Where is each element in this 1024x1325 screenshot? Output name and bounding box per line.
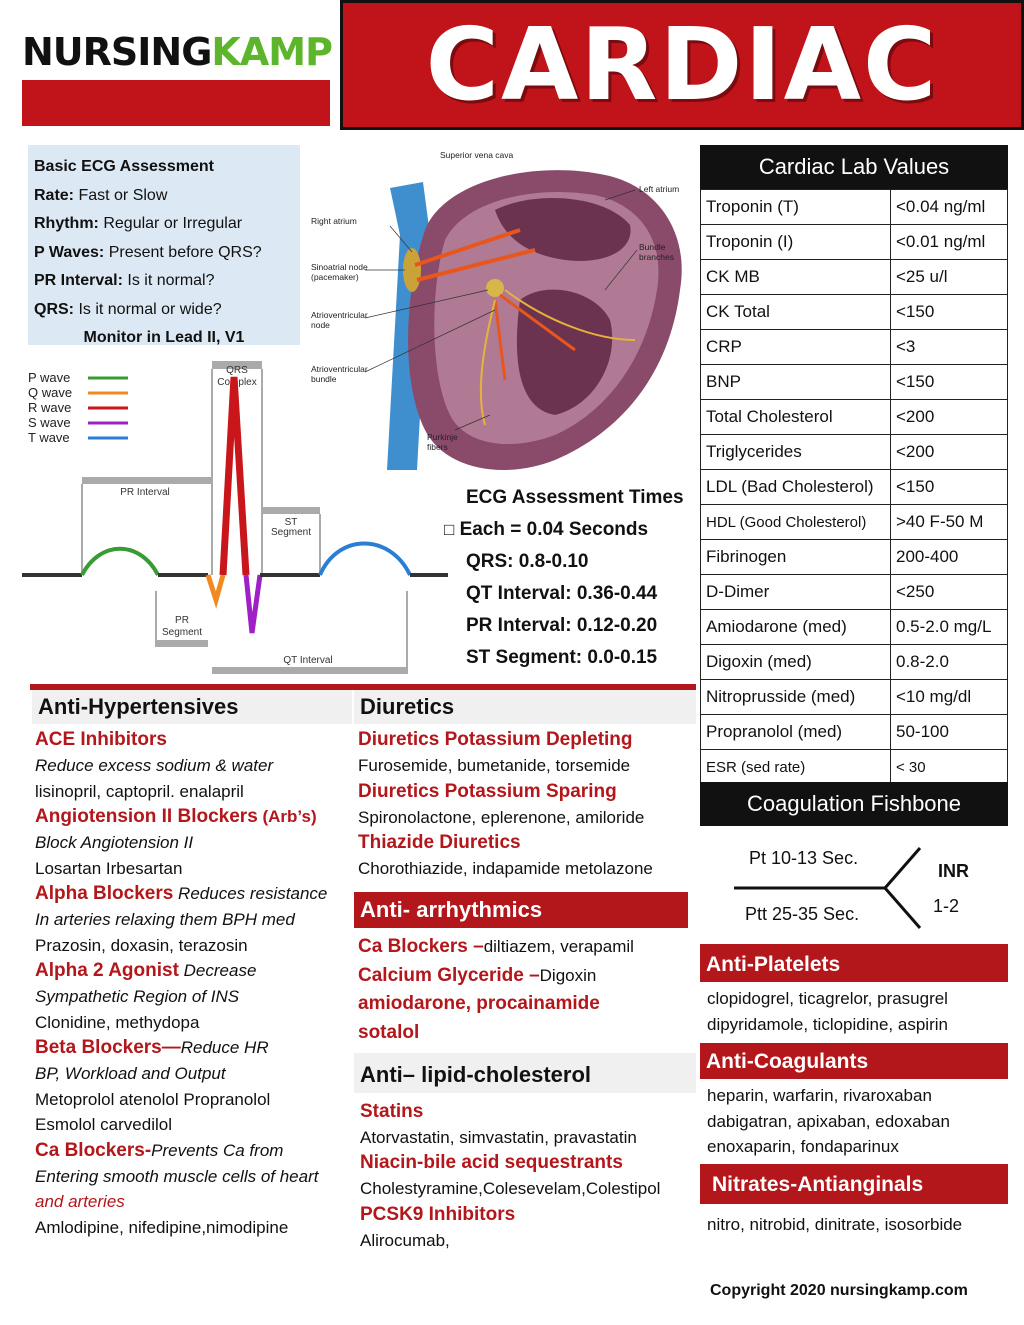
anti-lipid-heading: Anti– lipid-cholesterol xyxy=(354,1053,696,1093)
alpha2-agonist-desc1: Decrease xyxy=(178,961,257,980)
ecg-assessment-times xyxy=(444,482,684,674)
thiazide-drugs: Chorothiazide, indapamide metolazone xyxy=(358,859,653,878)
statins-drugs: Atorvastatin, simvastatin, pravastatin xyxy=(360,1127,637,1147)
lab-row xyxy=(701,750,1008,785)
lab-test-value: <200 xyxy=(891,400,1008,435)
lab-row xyxy=(701,260,1008,295)
aa-other-drugs-1: amiodarone, procainamide xyxy=(358,992,600,1014)
lab-row xyxy=(701,610,1008,645)
lab-row xyxy=(701,435,1008,470)
basic-ecg-assessment-box xyxy=(28,145,300,345)
aa-calcium-glyceride-line xyxy=(358,963,696,989)
lab-test-value: 0.8-2.0 xyxy=(891,645,1008,680)
brand-logo xyxy=(22,30,332,74)
lab-test-name: Nitroprusside (med) xyxy=(701,680,891,715)
lab-test-name: Fibrinogen xyxy=(701,540,891,575)
anti-platelets-line2: dipyridamole, ticlopidine, aspirin xyxy=(707,1014,948,1034)
nitrates-heading: Nitrates-Antianginals xyxy=(700,1164,1008,1204)
lab-test-value: <150 xyxy=(891,295,1008,330)
lab-test-name: Total Cholesterol xyxy=(701,400,891,435)
aa-ca-blockers-line xyxy=(358,934,696,960)
label-sa-node-1: Sinoatrial node xyxy=(311,262,368,272)
ecg-item-label: P Waves: xyxy=(34,243,105,261)
label-pr-interval: PR Interval xyxy=(120,487,170,498)
anti-platelets-heading: Anti-Platelets xyxy=(700,944,1008,982)
monitor-lead-note: Monitor in Lead II, V1 xyxy=(83,329,245,346)
ecg-time-st: ST Segment: 0.0-0.15 xyxy=(466,647,658,668)
logo-text-kamp: KAMP xyxy=(211,30,332,74)
ecg-item-rhythm xyxy=(34,210,294,239)
coagulation-title: Coagulation Fishbone xyxy=(700,782,1008,826)
right-column-drugs xyxy=(700,944,1008,1237)
logo-text-nursing: NURSING xyxy=(22,30,212,74)
ecg-time-qt: QT Interval: 0.36-0.44 xyxy=(466,583,658,604)
legend-q-wave-label: Q wave xyxy=(28,385,73,400)
ca-blockers-line xyxy=(35,1138,352,1164)
ecg-time-each xyxy=(444,514,684,546)
lab-test-value: <0.04 ng/ml xyxy=(891,190,1008,225)
lab-values-title: Cardiac Lab Values xyxy=(700,145,1008,189)
st-segment-bar xyxy=(262,507,320,514)
beta-blockers-desc2: BP, Workload and Output xyxy=(35,1064,226,1083)
ca-blockers-desc3: and arteries xyxy=(35,1192,125,1211)
qt-interval-bar xyxy=(212,667,407,674)
coagulation-fishbone-diagram xyxy=(720,840,1000,940)
diuretics-heading: Diuretics xyxy=(354,690,696,724)
cardiac-lab-values xyxy=(700,145,1008,785)
label-bundle-branches-2: branches xyxy=(639,252,674,262)
lab-test-value: <3 xyxy=(891,330,1008,365)
beta-blockers-line xyxy=(35,1035,352,1061)
anti-coagulants-line3: enoxaparin, fondaparinux xyxy=(707,1137,899,1156)
lab-row xyxy=(701,295,1008,330)
ecg-item-value: Fast or Slow xyxy=(74,186,168,204)
k-sparing-title: Diuretics Potassium Sparing xyxy=(358,780,617,802)
pcsk9-title: PCSK9 Inhibitors xyxy=(360,1203,516,1225)
q-wave-line xyxy=(208,575,223,600)
ptt-value: Ptt 25-35 Sec. xyxy=(745,904,860,924)
anti-coagulants-line1: heparin, warfarin, rivaroxaban xyxy=(707,1086,932,1105)
ecg-item-value: Is it normal or wide? xyxy=(74,300,222,318)
label-st-1: ST xyxy=(284,517,298,528)
lab-test-value: 200-400 xyxy=(891,540,1008,575)
label-purkinje-1: Purkinje xyxy=(427,432,458,442)
k-depleting-title: Diuretics Potassium Depleting xyxy=(358,729,633,750)
aa-calcium-glyceride-drugs: Digoxin xyxy=(539,965,597,985)
ecg-item-p-waves xyxy=(34,239,294,268)
pt-value: Pt 10-13 Sec. xyxy=(749,848,859,868)
label-qrs-2: Complex xyxy=(217,377,257,388)
statins-title: Statins xyxy=(360,1100,424,1122)
ace-inhibitors-title: ACE Inhibitors xyxy=(35,729,167,750)
lab-test-value: <10 mg/dl xyxy=(891,680,1008,715)
ca-blockers-drugs: Amlodipine, nifedipine,nimodipine xyxy=(35,1217,289,1237)
alpha2-agonist-desc2: Sympathetic Region of INS xyxy=(35,987,240,1006)
lab-test-name: BNP xyxy=(701,365,891,400)
ecg-item-label: PR Interval: xyxy=(34,272,123,289)
ca-blockers-desc1: Prevents Ca from xyxy=(151,1140,284,1160)
p-wave-line xyxy=(82,549,158,575)
alpha-blockers-title: Alpha Blockers xyxy=(35,883,174,904)
middle-column xyxy=(354,690,696,1253)
ecg-time-qrs: QRS: 0.8-0.10 xyxy=(466,551,589,572)
lab-test-value: <150 xyxy=(891,470,1008,505)
lab-row xyxy=(701,680,1008,715)
arb-drugs: Losartan Irbesartan xyxy=(35,858,183,878)
alpha-blockers-desc2: In arteries relaxing them BPH med xyxy=(35,910,295,929)
pcsk9-drugs: Alirocumab, xyxy=(360,1230,450,1250)
lab-test-name: D-Dimer xyxy=(701,575,891,610)
fishbone-lower-line xyxy=(885,888,920,928)
nitrates-line1: nitro, nitrobid, dinitrate, isosorbide xyxy=(707,1214,963,1234)
lab-row xyxy=(701,400,1008,435)
ecg-assessment-heading: Basic ECG Assessment xyxy=(34,158,214,175)
sa-node-shape xyxy=(403,248,421,292)
anti-platelets-line1: clopidogrel, ticagrelor, prasugrel xyxy=(707,989,948,1008)
lab-test-value: <150 xyxy=(891,365,1008,400)
lab-test-name: CRP xyxy=(701,330,891,365)
arb-title-line xyxy=(35,804,352,830)
anti-coagulants-line2: dabigatran, apixaban, edoxaban xyxy=(707,1111,950,1131)
ecg-item-label: Rate: xyxy=(34,186,75,204)
ecg-time-pr: PR Interval: 0.12-0.20 xyxy=(466,615,658,636)
t-wave-line xyxy=(320,544,410,576)
lab-test-name: CK Total xyxy=(701,295,891,330)
ecg-time-each-text: Each = 0.04 Seconds xyxy=(459,519,649,540)
lab-test-name: HDL (Good Cholesterol) xyxy=(701,505,891,540)
arb-desc: Block Angiotension II xyxy=(35,833,194,852)
anti-hypertensives-heading: Anti-Hypertensives xyxy=(32,690,352,724)
alpha-blockers-line xyxy=(35,881,352,907)
lab-test-name: LDL (Bad Cholesterol) xyxy=(701,470,891,505)
beta-blockers-title: Beta Blockers— xyxy=(35,1037,181,1058)
legend-r-wave-label: R wave xyxy=(28,400,72,415)
ecg-item-value: Is it normal? xyxy=(122,272,215,289)
arb-suffix: (Arb’s) xyxy=(257,807,317,826)
lab-row xyxy=(701,645,1008,680)
lab-test-name: Amiodarone (med) xyxy=(701,610,891,645)
lab-values-table xyxy=(700,189,1008,785)
pr-segment-bar xyxy=(156,640,208,647)
copyright-footer: Copyright 2020 nursingkamp.com xyxy=(710,1282,968,1299)
lab-row xyxy=(701,505,1008,540)
r-wave-line xyxy=(223,377,246,575)
label-av-bundle-2: bundle xyxy=(311,374,337,384)
lab-test-value: < 30 xyxy=(891,750,1008,785)
aa-calcium-glyceride-title: Calcium Glyceride – xyxy=(358,964,540,986)
lab-row xyxy=(701,225,1008,260)
lab-test-value: 50-100 xyxy=(891,715,1008,750)
pr-interval-bar xyxy=(82,477,212,484)
beta-blockers-drugs1: Metoprolol atenolol Propranolol xyxy=(35,1089,271,1109)
s-wave-line xyxy=(246,575,260,633)
ca-blockers-desc2: Entering smooth muscle cells of heart xyxy=(35,1166,319,1186)
k-sparing-drugs: Spironolactone, eplerenone, amiloride xyxy=(358,807,645,827)
lab-test-value: 0.5-2.0 mg/L xyxy=(891,610,1008,645)
anti-coagulants-heading: Anti-Coagulants xyxy=(700,1043,1008,1079)
ace-inhibitors-drugs: lisinopril, captopril. enalapril xyxy=(35,781,244,801)
ecg-item-rate xyxy=(34,182,294,211)
aa-ca-blockers-drugs: diltiazem, verapamil xyxy=(483,936,634,956)
label-av-node-1: Atrioventricular xyxy=(311,310,368,320)
ca-blockers-title: Ca Blockers- xyxy=(35,1139,152,1161)
alpha2-agonist-title: Alpha 2 Agonist xyxy=(35,960,179,981)
lab-row xyxy=(701,365,1008,400)
label-bundle-branches-1: Bundle xyxy=(639,242,666,252)
fishbone-upper-line xyxy=(885,848,920,888)
lab-test-name: CK MB xyxy=(701,260,891,295)
label-left-atrium: Left atrium xyxy=(639,184,680,194)
label-pr-seg-2: Segment xyxy=(161,627,203,638)
alpha2-agonist-drugs: Clonidine, methydopa xyxy=(35,1012,200,1032)
lab-row xyxy=(701,540,1008,575)
inr-label: INR xyxy=(938,861,969,881)
legend-s-wave-label: S wave xyxy=(28,415,71,430)
label-av-bundle-1: Atrioventricular xyxy=(311,364,368,374)
label-sa-node-2: (pacemaker) xyxy=(311,272,359,282)
lab-test-value: <200 xyxy=(891,435,1008,470)
ecg-item-label: Rhythm: xyxy=(34,215,99,232)
ecg-item-value: Regular or Irregular xyxy=(98,215,243,232)
alpha-blockers-desc1: Reduces resistance xyxy=(173,884,328,903)
anti-hypertensives-section xyxy=(32,690,352,1240)
legend-t-wave-label: T wave xyxy=(28,430,70,445)
logo-red-bar xyxy=(22,80,330,126)
ecg-item-qrs xyxy=(34,296,294,325)
lab-row xyxy=(701,715,1008,750)
label-right-atrium: Right atrium xyxy=(311,216,357,226)
label-purkinje-2: fibers xyxy=(427,442,448,452)
ecg-item-label: QRS: xyxy=(34,300,74,318)
ecg-times-heading: ECG Assessment Times xyxy=(466,487,684,508)
arb-title: Angiotension II Blockers xyxy=(35,806,258,827)
label-superior-vena-cava: Superior vena cava xyxy=(440,150,514,160)
k-depleting-drugs: Furosemide, bumetanide, torsemide xyxy=(358,756,631,775)
ecg-item-value: Present before QRS? xyxy=(104,243,262,261)
lab-test-name: Propranolol (med) xyxy=(701,715,891,750)
lab-row xyxy=(701,575,1008,610)
alpha-blockers-drugs: Prazosin, doxasin, terazosin xyxy=(35,935,248,955)
label-pr-seg-1: PR xyxy=(175,615,189,626)
ace-inhibitors-desc: Reduce excess sodium & water xyxy=(35,756,274,775)
lab-test-value: <250 xyxy=(891,575,1008,610)
alpha2-agonist-line xyxy=(35,958,352,984)
label-av-node-2: node xyxy=(311,320,330,330)
page-title: CARDIAC xyxy=(425,6,939,123)
lab-test-value: >40 F-50 M xyxy=(891,505,1008,540)
inr-value: 1-2 xyxy=(933,896,960,916)
niacin-title: Niacin-bile acid sequestrants xyxy=(360,1152,623,1173)
lab-test-name: Troponin (I) xyxy=(701,225,891,260)
lab-test-value: <0.01 ng/ml xyxy=(891,225,1008,260)
aa-other-drugs-2: sotalol xyxy=(358,1021,420,1043)
beta-blockers-desc1: Reduce HR xyxy=(180,1038,269,1057)
lab-test-name: Triglycerides xyxy=(701,435,891,470)
ecg-item-pr-interval xyxy=(34,267,294,296)
lab-row xyxy=(701,330,1008,365)
anti-arrhythmics-heading: Anti- arrhythmics xyxy=(354,892,688,928)
aa-ca-blockers-title: Ca Blockers – xyxy=(358,935,484,957)
thiazide-title: Thiazide Diuretics xyxy=(358,832,521,853)
ecg-waveform-diagram xyxy=(20,355,450,675)
lab-test-name: Digoxin (med) xyxy=(701,645,891,680)
beta-blockers-drugs2: Esmolol carvedilol xyxy=(35,1115,172,1134)
label-qrs-1: QRS xyxy=(226,365,248,376)
checkbox-icon: □ xyxy=(444,520,455,539)
lab-row xyxy=(701,470,1008,505)
lab-test-name: ESR (sed rate) xyxy=(701,750,891,785)
lab-test-value: <25 u/l xyxy=(891,260,1008,295)
label-st-2: Segment xyxy=(270,527,312,538)
lab-row xyxy=(701,190,1008,225)
lab-test-name: Troponin (T) xyxy=(701,190,891,225)
niacin-drugs: Cholestyramine,Colesevelam,Colestipol xyxy=(360,1179,661,1198)
label-qt-interval: QT Interval xyxy=(283,655,333,666)
legend-p-wave-label: P wave xyxy=(28,370,71,385)
